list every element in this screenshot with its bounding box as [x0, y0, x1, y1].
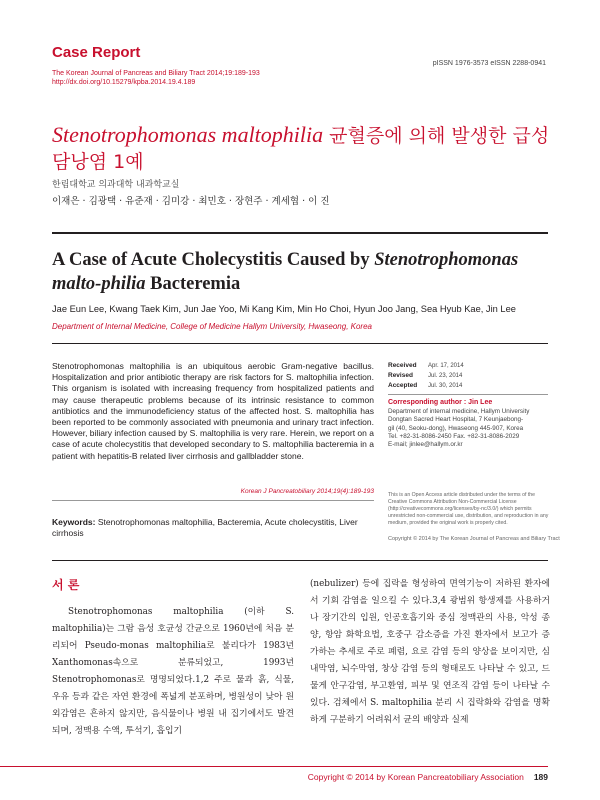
date-label: Revised	[388, 372, 413, 379]
abstract-text: Stenotrophomonas maltophilia is an ubiquitous aerobic Gram-negative bacillus. Hospitalization and prior antibiotic therapy are risk factors for S. maltophilia infection. This organism is isolated with increasing frequency from hospitalized patients and may cause therapeutic problems because of its intrinsic resistance to common antibiotics and the immunodeficiency status of the affected host. S. maltophilia has been reported to be commonly associated with pneumonia and urinary tract infection. However, biliary infection caused by S. maltophilia is very rare. Herein, we report on a case of acute cholecystitis that developed secondary to S. maltophilia bacteremia in a patient with hepatitis-B related liver cirrhosis and gallbladder stone.	[52, 361, 374, 461]
date-label: Accepted	[388, 382, 418, 389]
journal-copyright: Copyright © 2014 by The Korean Journal of Pancreas and Biliary Tract	[388, 536, 560, 542]
page-footer	[308, 772, 548, 782]
address-line: Dongtan Sacred Heart Hospital, 7 Keunjaebong-	[388, 416, 524, 424]
date-value: Apr. 17, 2014	[428, 363, 464, 369]
date-label: Received	[388, 362, 417, 369]
keywords-list: Stenotrophomonas maltophilia, Bacteremia, Acute cholecystitis, Liver cirrhosis	[52, 517, 358, 539]
date-value: Jul. 30, 2014	[428, 383, 463, 389]
date-row	[388, 371, 548, 381]
footer-divider	[0, 766, 548, 767]
divider	[388, 394, 548, 395]
english-title-end: Bacteremia	[145, 274, 241, 294]
korean-title-rest: 균혈증에 의해 발생한 급성 담낭염 1예	[52, 125, 550, 173]
english-title-species: Stenotrophomonas malto-philia	[52, 250, 519, 294]
keywords-label: Keywords:	[52, 517, 96, 527]
divider	[52, 560, 548, 561]
address-line: gil (40, Seoku-dong), Hwaseong 445-907, Korea	[388, 424, 524, 432]
dates-block	[388, 361, 548, 391]
korean-title-species: Stenotrophomonas maltophilia	[52, 122, 324, 147]
divider	[52, 500, 374, 501]
english-title-plain: A Case of Acute Cholecystitis Caused by	[52, 250, 375, 270]
date-value: Jul. 23, 2014	[428, 373, 463, 379]
corresponding-author-address	[388, 408, 548, 449]
body-column-left: Stenotrophomonas maltophilia (이하 S. maltophilia)는 그람 음성 호균성 간균으로 1960년에 처음 분리되어 Pseudo-monas maltophilia로 불리다가 1983년 Xanthomonas속으로 분류되었고, 1993년 Stenotrophomonas로 명명되었다.1,2 주로 물과 흙, 식물, 우유 등과 같은 자연 환경에 폭넓게 분포하며, 병원성이 낮아 원외감염은 흔하지 않지만, 음식물이나 병원 내 집기에서도 발견되며, 정맥용 수액, 투석기, 흡입기	[52, 607, 294, 736]
article-info-sidebar	[388, 361, 548, 449]
english-title	[52, 248, 552, 296]
footer-copyright: Copyright © 2014 by Korean Pancreatobiliary Association	[307, 772, 524, 782]
journal-citation: The Korean Journal of Pancreas and Biliary Tract 2014;19:189-193	[52, 70, 260, 77]
doi-link[interactable]: http://dx.doi.org/10.15279/kpba.2014.19.4.189	[52, 79, 196, 86]
english-affiliation: Department of Internal Medicine, College of Medicine Hallym University, Hwaseong, Korea	[52, 322, 372, 331]
keywords	[52, 517, 374, 539]
korean-title	[52, 122, 552, 175]
license-text: This is an Open Access article distributed under the terms of the Creative Commons Attribution Non-Commercial License (http://creativecommons.org/licenses/by-nc/3.0/) which permits unrestricted non-commercial use, distribution, and reproduction in any medium, provided the original work is properly cited.	[388, 492, 549, 526]
divider	[52, 232, 548, 234]
date-row	[388, 381, 548, 391]
section-heading: 서 론	[52, 578, 80, 592]
korean-affiliation: 한림대학교 의과대학 내과학교실	[52, 180, 180, 190]
issn: pISSN 1976-3573 eISSN 2288-0941	[432, 60, 546, 67]
body-column-right: (nebulizer) 등에 집락을 형성하여 면역기능이 저하된 환자에서 기회 감염을 일으킬 수 있다.3,4 광범위 항생제를 사용하거나 장기간의 입원, 인공호흡기와 중심 정맥관의 사용, 악성 종양, 항암 화학요법, 호중구 감소증을 가진 환자에서 보고가 증가하는 추세로 주로 폐렴, 요로 감염 등의 양상을 보이지만, 심내막염, 뇌수막염, 창상 감염 등의 형태로도 나타날 수 있고, 드물게 안구감염, 부고환염, 피부 및 연조직 감염 등이 나타날 수 있다. 검체에서 S. maltophilia 분리 시 집락화와 감염을 명확하게 구분하기 어려워서 균의 배양과 실제	[310, 579, 550, 725]
date-row	[388, 361, 548, 371]
article-type: Case Report	[52, 44, 141, 61]
address-line: Department of internal medicine, Hallym University	[388, 408, 530, 415]
korean-authors: 이재은 · 김광택 · 유준재 · 김미강 · 최민호 · 장현주 · 계세협 · 이 진	[52, 196, 330, 207]
email-line[interactable]: E-mail; jinlee@hallym.or.kr	[388, 441, 463, 449]
english-authors: Jae Eun Lee, Kwang Taek Kim, Jun Jae Yoo, Mi Kang Kim, Min Ho Choi, Hyun Joo Jang, Sea Hyub Kae, Jin Lee	[52, 304, 516, 314]
abstract-citation: Korean J Pancreatobiliary 2014;19(4):189-193	[240, 488, 374, 495]
corresponding-author-heading: Corresponding author : Jin Lee	[388, 399, 493, 406]
address-line: Tel. +82-31-8086-2450 Fax. +82-31-8086-2029	[388, 432, 520, 440]
page-number: 189	[533, 772, 548, 782]
divider	[52, 343, 548, 344]
